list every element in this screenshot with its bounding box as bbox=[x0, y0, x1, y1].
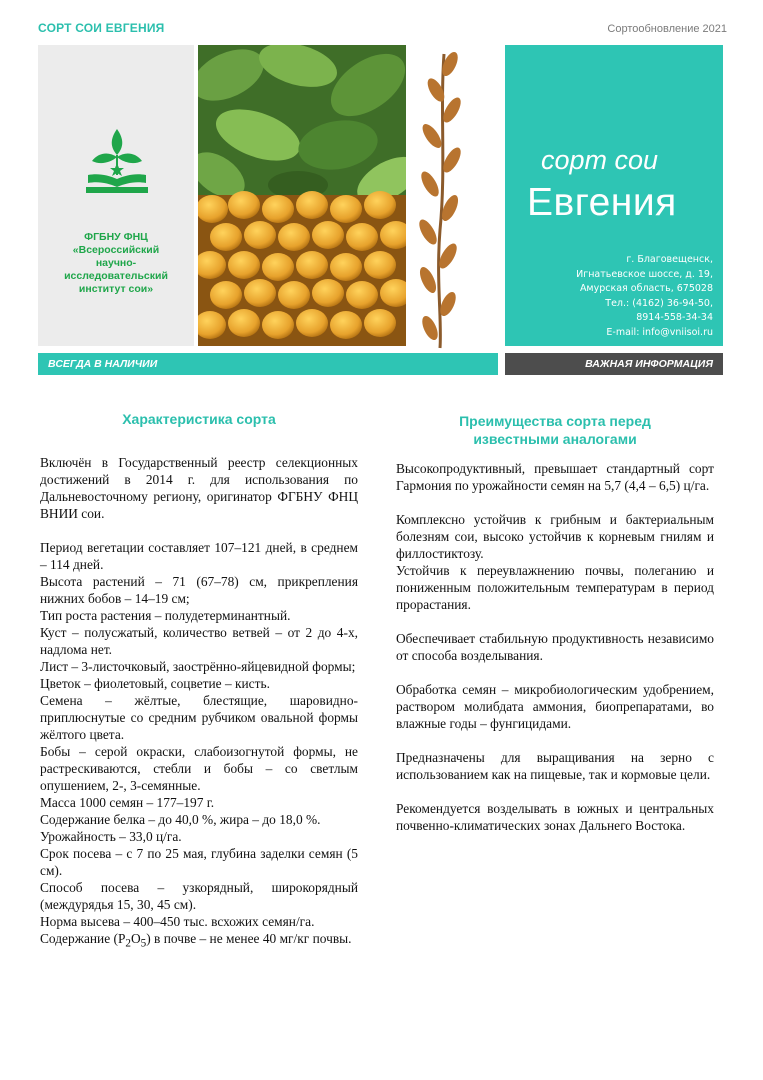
logo-panel bbox=[38, 45, 194, 346]
logo-line-2: «Всероссийский bbox=[72, 244, 160, 256]
p2o5-subscript-1: 2 bbox=[125, 937, 131, 950]
header-title: СОРТ СОИ ЕВГЕНИЯ bbox=[38, 21, 165, 35]
characteristic-item: Куст – полусжатый, количество ветвей – от 2 до 4-х, надлома нет. bbox=[40, 625, 358, 657]
characteristic-item: Цветок – фиолетовый, соцветие – кисть. bbox=[40, 676, 270, 691]
logo-text bbox=[42, 231, 190, 296]
characteristic-item: Семена – жёлтые, блестящие, шаровидно-приплюснутые со средним рубчиком овальной формы жёлтого цвета. bbox=[40, 693, 358, 742]
characteristic-item: Срок посева – с 7 по 25 мая, глубина заделки семян (5 см). bbox=[40, 846, 358, 878]
address-city: г. Благовещенск, bbox=[626, 254, 713, 265]
availability-bar-label: ВСЕГДА В НАЛИЧИИ bbox=[48, 358, 158, 370]
advantage-paragraph: Рекомендуется возделывать в южных и центральных почвенно-климатических зонах Дальнего Востока. bbox=[396, 801, 714, 833]
p2o5-subscript-2: 5 bbox=[140, 937, 147, 950]
logo-line-1: ФГБНУ ФНЦ bbox=[84, 231, 148, 243]
p2o5-mid: O bbox=[131, 931, 141, 946]
logo-line-4: исследовательский bbox=[64, 270, 168, 282]
address-region: Амурская область, 675028 bbox=[579, 283, 713, 295]
characteristic-item: Лист – 3-листочковый, заострённо-яйцевидной формы; bbox=[40, 659, 356, 674]
phone-line-1: Тел.: (4162) 36-94-50, bbox=[605, 297, 713, 309]
advantage-paragraph: Обработка семян – микробиологическим удобрением, раствором молибдата аммония, биопрепаратами, во влажные годы – фунгицидами. bbox=[396, 682, 714, 731]
advantage-paragraph: Высокопродуктивный, превышает стандартный сорт Гармония по урожайности семян на 5,7 (4,4 – 6,5) ц/га. bbox=[396, 461, 714, 493]
email-link[interactable]: E-mail: info@vniisoi.ru bbox=[606, 326, 713, 338]
advantage-paragraph: Комплексно устойчив к грибным и бактериальным болезням сои, высоко устойчив к корневым гнилям и филлостиктозу. bbox=[396, 512, 714, 561]
title-panel bbox=[505, 45, 723, 346]
registry-paragraph: Включён в Государственный реестр селекционных достижений в 2014 г. для использования по Дальневосточному региону, оригинатор ФГБНУ ФНЦ ВНИИ сои. bbox=[40, 455, 358, 521]
logo-line-3: научно- bbox=[95, 257, 137, 269]
phone-line-2: 8914-558-34-34 bbox=[636, 312, 713, 324]
characteristic-item: Содержание белка – до 40,0 %, жира – до 18,0 %. bbox=[40, 812, 321, 827]
address-street: Игнатьевское шоссе, д. 19, bbox=[576, 268, 713, 280]
advantages-column bbox=[396, 460, 714, 834]
important-info-bar-label: ВАЖНАЯ ИНФОРМАЦИЯ bbox=[585, 358, 713, 370]
variety-name: Евгения bbox=[527, 181, 677, 224]
characteristics-column bbox=[40, 454, 358, 953]
characteristic-item: Период вегетации составляет 107–121 дней, в среднем – 114 дней. bbox=[40, 540, 358, 572]
institute-logo-icon bbox=[82, 125, 152, 197]
soybean-photo-image bbox=[198, 45, 406, 346]
characteristic-item: Бобы – серой окраски, слабоизогнутой формы, не растрескиваются, стебли и бобы – со светлым опушением, 2-, 3-семянные. bbox=[40, 744, 358, 793]
characteristic-item: Тип роста растения – полудетерминантный. bbox=[40, 608, 291, 623]
p2o5-item bbox=[40, 930, 358, 953]
advantages-heading-line-1: Преимущества сорта перед bbox=[459, 413, 651, 429]
contact-address bbox=[576, 253, 713, 341]
characteristic-item: Высота растений – 71 (67–78) см, прикрепления нижних бобов – 14–19 см; bbox=[40, 574, 358, 606]
advantages-heading-line-2: известными аналогами bbox=[473, 431, 637, 447]
header-right-label: Сортообновление 2021 bbox=[607, 23, 727, 35]
p2o5-suffix: ) в почве – не менее 40 мг/кг почвы. bbox=[146, 931, 352, 946]
advantages-heading bbox=[396, 412, 714, 448]
characteristic-item: Урожайность – 33,0 ц/га. bbox=[40, 829, 182, 844]
soybean-pod-stalk-image bbox=[410, 50, 470, 350]
advantage-paragraph: Обеспечивает стабильную продуктивность независимо от способа возделывания. bbox=[396, 631, 714, 663]
advantage-paragraph: Предназначены для выращивания на зерно с использованием как на пищевые, так и кормовые цели. bbox=[396, 750, 714, 782]
characteristics-heading: Характеристика сорта bbox=[122, 411, 276, 427]
characteristic-item: Способ посева – узкорядный, широкорядный (междурядья 15, 30, 45 см). bbox=[40, 880, 358, 912]
logo-line-5: институт сои» bbox=[78, 283, 154, 295]
p2o5-prefix: Содержание (P bbox=[40, 931, 126, 946]
availability-bar bbox=[38, 353, 498, 375]
advantage-paragraph: Устойчив к переувлажнению почвы, полеганию и пониженным положительным температурам в период прорастания. bbox=[396, 563, 714, 612]
important-info-bar bbox=[505, 353, 723, 375]
soybean-photo bbox=[198, 45, 406, 346]
characteristic-item: Масса 1000 семян – 177–197 г. bbox=[40, 795, 215, 810]
characteristic-item: Норма высева – 400–450 тыс. всхожих семян/га. bbox=[40, 914, 315, 929]
variety-type-label: сорт сои bbox=[541, 145, 659, 175]
